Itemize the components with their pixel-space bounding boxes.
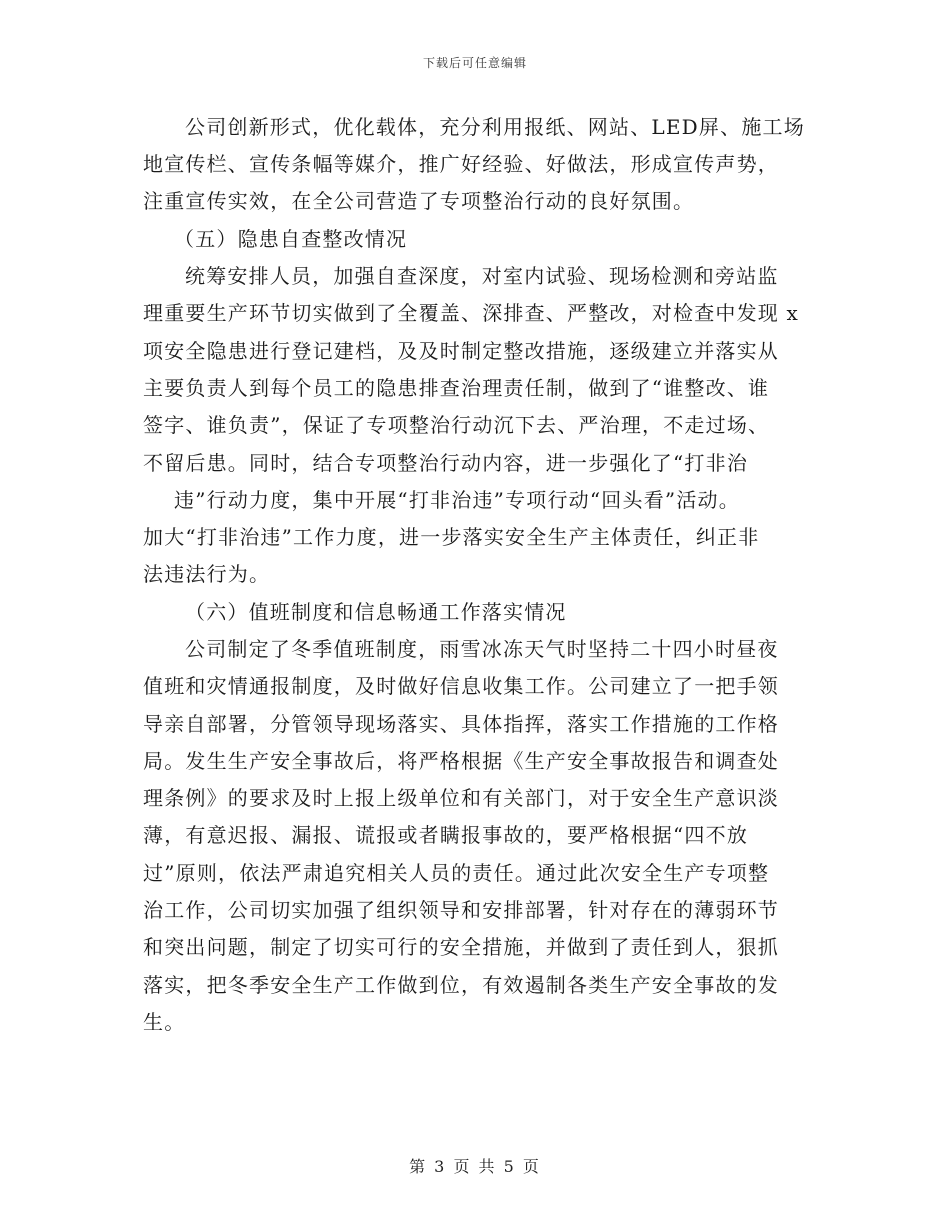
page-footer: 第 3 页 共 5 页 [409, 1157, 541, 1176]
section-heading-5: （五）隐患自查整改情况 [174, 227, 408, 251]
body-line: 统筹安排人员，加强自查深度，对室内试验、现场检测和旁站监 [185, 264, 779, 288]
body-line: 地宣传栏、宣传条幅等媒介，推广好经验、好做法，形成宣传声势， [143, 152, 779, 176]
body-line: 理重要生产环节切实做到了全覆盖、深排查、严整改，对检查中发现 x [143, 301, 800, 325]
body-line: 局。发生生产安全事故后，将严格根据《生产安全事故报告和调查处 [143, 749, 779, 773]
body-line: 公司制定了冬季值班制度，雨雪冰冻天气时坚持二十四小时昼夜 [185, 637, 779, 661]
body-line: 违”行动力度，集中开展“打非治违”专项行动“回头看”活动。 [174, 488, 740, 512]
body-line: 治工作，公司切实加强了组织领导和安排部署，针对存在的薄弱环节 [143, 898, 779, 922]
body-line: 法违法行为。 [143, 562, 271, 586]
body-line: 主要负责人到每个员工的隐患排查治理责任制，做到了“谁整改、谁 [143, 376, 770, 400]
body-line: 加大“打非治违”工作力度，进一步落实安全生产主体责任，纠正非 [143, 525, 760, 549]
body-line: 导亲自部署，分管领导现场落实、具体指挥，落实工作措施的工作格 [143, 712, 779, 736]
body-line: 落实，把冬季安全生产工作做到位，有效遏制各类生产安全事故的发 [143, 973, 779, 997]
body-line: 生。 [143, 1010, 186, 1034]
body-line: 过”原则，依法严肃追究相关人员的责任。通过此次安全生产专项整 [143, 861, 770, 885]
body-line: 值班和灾情通报制度，及时做好信息收集工作。公司建立了一把手领 [143, 674, 779, 698]
section-heading-6: （六）值班制度和信息畅通工作落实情况 [185, 600, 567, 624]
body-line: 注重宣传实效，在全公司营造了专项整治行动的良好氛围。 [143, 189, 695, 213]
body-line: 和突出问题，制定了切实可行的安全措施，并做到了责任到人，狠抓 [143, 935, 779, 959]
body-line: 薄，有意迟报、漏报、谎报或者瞒报事故的，要严格根据“四不放 [143, 823, 749, 847]
body-line: 理条例》的要求及时上报上级单位和有关部门，对于安全生产意识淡 [143, 786, 779, 810]
page-header: 下载后可任意编辑 [422, 56, 527, 70]
body-line: 不留后患。同时，结合专项整治行动内容，进一步强化了“打非治 [143, 451, 749, 475]
body-line: 公司创新形式，优化载体，充分利用报纸、网站、LED屏、施工场 [185, 115, 805, 139]
body-line: 项安全隐患进行登记建档，及及时制定整改措施，逐级建立并落实从 [143, 339, 779, 363]
body-line: 签字、谁负责”，保证了专项整治行动沉下去、严治理，不走过场、 [143, 413, 770, 437]
